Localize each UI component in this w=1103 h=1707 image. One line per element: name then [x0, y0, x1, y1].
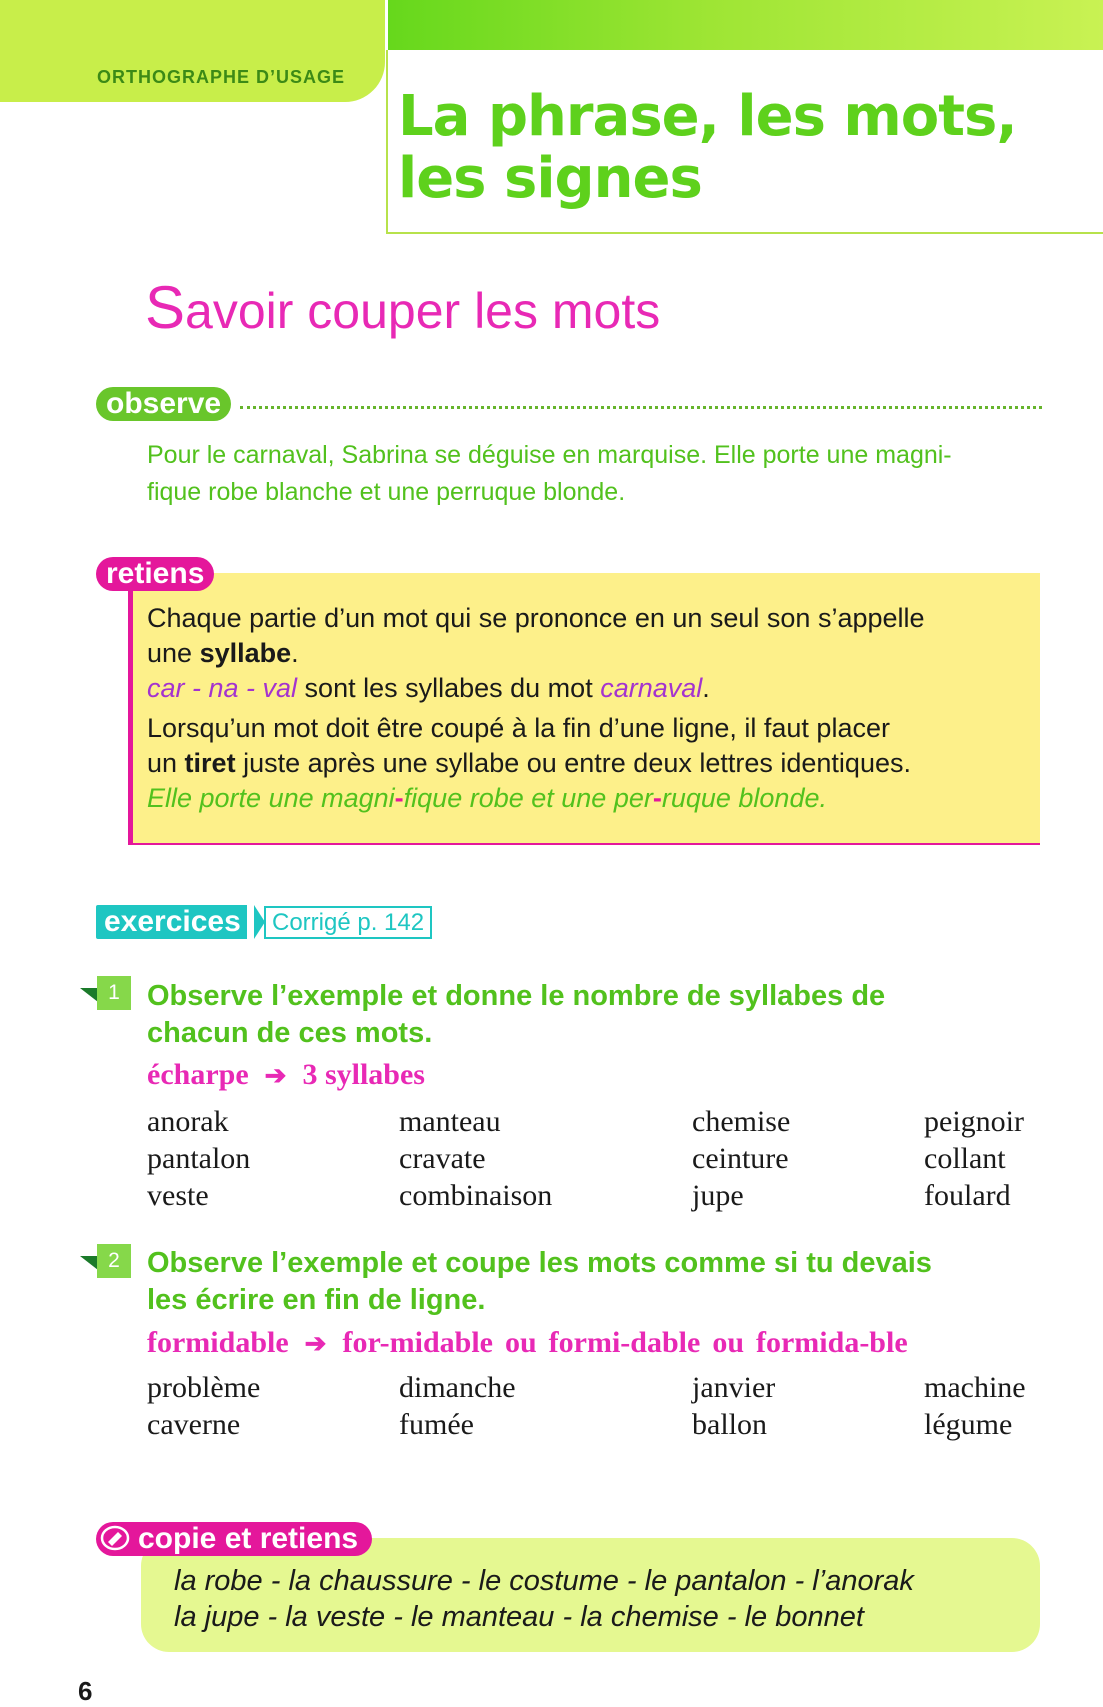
rule-text: . [291, 638, 299, 668]
copie-line1: la robe - la chaussure - le costume - le pantalon - l’anorak [174, 1565, 914, 1597]
example-word: écharpe [147, 1058, 249, 1091]
example-or: ou [504, 1326, 537, 1359]
word: dimanche [399, 1371, 516, 1404]
observe-text [147, 437, 1047, 511]
rule-syllabe-example [147, 671, 1037, 706]
example-cut: formida-ble [756, 1326, 908, 1359]
rule-text: une [147, 638, 200, 668]
word: caverne [147, 1408, 241, 1441]
page-title [398, 86, 1017, 210]
rule-tiret [147, 711, 1037, 816]
example-dash: - [652, 783, 662, 813]
rule-syllabe-line1: Chaque partie d’un mot qui se prononce en un seul son s’appelle [147, 603, 925, 633]
word: problème [147, 1371, 261, 1404]
word: veste [147, 1179, 209, 1212]
example-cut: for-midable [342, 1326, 493, 1359]
arrow-right-icon: ➔ [304, 1329, 327, 1358]
example-or: ou [712, 1326, 744, 1359]
rule-text: juste après une syllabe ou entre deux lettres identiques. [235, 748, 911, 778]
exercise-flag-icon [80, 1256, 98, 1270]
word: ceinture [692, 1142, 789, 1175]
example-part: Elle porte une magni [147, 783, 395, 813]
copy-pencil-icon [100, 1524, 130, 1552]
word: machine [924, 1371, 1026, 1404]
word: combinaison [399, 1179, 553, 1212]
observe-line1: Pour le carnaval, Sabrina se déguise en marquise. Elle porte une magni- [147, 441, 952, 469]
word: ballon [692, 1408, 767, 1441]
exercices-tag: exercices [96, 905, 247, 939]
exercise-2-word-grid [147, 1369, 1047, 1443]
example-word: carnaval [600, 673, 703, 703]
rule-text: un [147, 748, 185, 778]
exercise-2-question [147, 1245, 1047, 1319]
exercise-1-question-line1: Observe l’exemple et donne le nombre de syllabes de [147, 980, 886, 1012]
rule-syllabe [147, 601, 1037, 706]
word: fumée [399, 1408, 474, 1441]
page-title-line1: La phrase, les mots, [398, 84, 1017, 149]
exercise-1-word-grid [147, 1103, 1047, 1214]
exercise-2-question-line1: Observe l’exemple et coupe les mots comme si tu devais [147, 1247, 932, 1279]
header-top-bar [388, 0, 1103, 50]
word: jupe [692, 1179, 744, 1212]
page-number: 6 [78, 1676, 93, 1706]
example-cut: formi-dable [548, 1326, 701, 1359]
example-word: formidable [147, 1326, 289, 1359]
word: foulard [924, 1179, 1011, 1212]
word: janvier [692, 1371, 776, 1404]
copie-tag [96, 1522, 372, 1556]
word: chemise [692, 1105, 791, 1138]
word: peignoir [924, 1105, 1024, 1138]
lesson-heading [145, 273, 660, 342]
rule-text: sont les syllabes du mot [297, 673, 601, 703]
exercise-2-example [147, 1326, 908, 1360]
example-part: fique robe et une per [403, 783, 653, 813]
rule-tiret-example [147, 781, 1037, 816]
copie-tag-label: copie et retiens [138, 1522, 359, 1555]
exercise-1-number: 1 [97, 976, 131, 1010]
word: anorak [147, 1105, 229, 1138]
observe-tag: observe [96, 387, 231, 421]
copie-line2: la jupe - la veste - le manteau - la chemise - le bonnet [174, 1601, 864, 1633]
exercise-1-question-line2: chacun de ces mots. [147, 1017, 433, 1049]
exercise-flag-icon [80, 988, 98, 1002]
rule-tiret-line1: Lorsqu’un mot doit être coupé à la fin d’une ligne, il faut placer [147, 713, 890, 743]
retiens-tag: retiens [96, 557, 214, 591]
word: cravate [399, 1142, 486, 1175]
corrige-reference: Corrigé p. 142 [264, 906, 432, 939]
rule-text: . [702, 673, 710, 703]
exercise-1-example [147, 1058, 425, 1092]
dotted-leader [240, 406, 1042, 409]
exercise-1-question [147, 978, 1047, 1052]
word: collant [924, 1142, 1006, 1175]
keyword-tiret: tiret [184, 748, 236, 778]
exercise-2-question-line2: les écrire en fin de ligne. [147, 1284, 486, 1316]
section-label: ORTHOGRAPHE D’USAGE [97, 67, 346, 87]
example-syllables: car - na - val [147, 673, 298, 703]
rule-tiret-line2 [147, 746, 1037, 781]
word: manteau [399, 1105, 501, 1138]
example-dash: - [394, 783, 404, 813]
copie-text [174, 1563, 914, 1635]
keyword-syllabe: syllabe [199, 638, 292, 668]
word: pantalon [147, 1142, 251, 1175]
example-part: ruque blonde. [661, 783, 827, 813]
lesson-heading-rest: avoir couper les mots [185, 283, 661, 339]
lesson-heading-initial: S [145, 274, 186, 341]
observe-line2: fique robe blanche et une perruque blonde. [147, 478, 626, 506]
example-answer: 3 syllabes [302, 1058, 425, 1091]
rule-syllabe-line2 [147, 636, 1037, 671]
arrow-right-icon: ➔ [264, 1061, 287, 1090]
word: légume [924, 1408, 1013, 1441]
page-title-line2: les signes [398, 146, 702, 211]
exercise-2-number: 2 [97, 1244, 131, 1278]
